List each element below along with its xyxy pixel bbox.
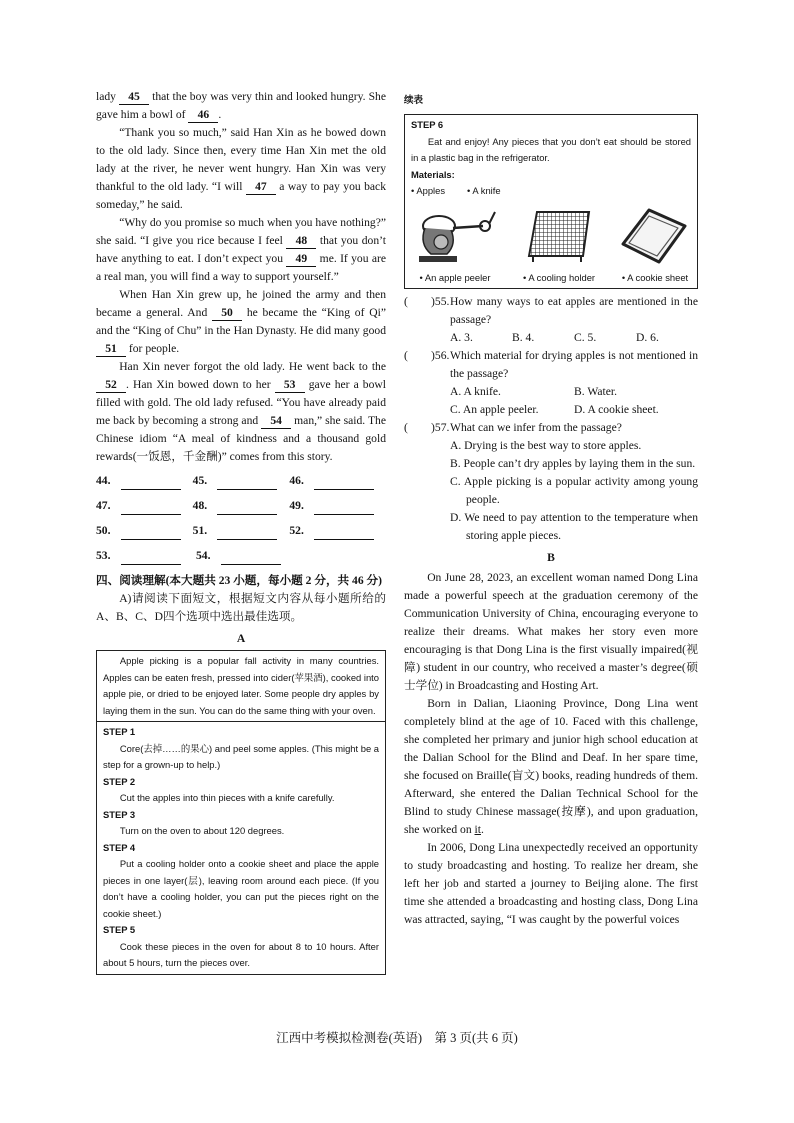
question-56: ( )56. Which material for drying apples is not mentioned in the passage? A. A knife. B. Water. C. An apple peeler. D. A cookie sheet.: [404, 347, 698, 419]
step-title: STEP 2: [103, 775, 136, 787]
passage-b-paragraph-2: Born in Dalian, Liaoning Province, Dong Lina went completely blind at the age of 10. Faced with this challenge, she completed her primary and junior high school education at the Dalian School for the Blind and Deaf. In her spare time, she focused on Braille(盲文) books, reading hundreds of them. Afterward, she entered the Dalian Technical School for the Blind to study Chinese massage(按摩), and upon graduation, she worked on it.: [404, 697, 698, 836]
option[interactable]: C. 5.: [574, 331, 597, 344]
answer-bracket[interactable]: ( )55.: [404, 295, 450, 308]
question-55: ( )55. How many ways to eat apples are mentioned in the passage? A. 3. B. 4. C. 5. D. 6.: [404, 293, 698, 347]
option[interactable]: D. A cookie sheet.: [574, 403, 659, 416]
caption-apple-peeler: • An apple peeler: [419, 271, 491, 283]
blank-49[interactable]: 49: [286, 252, 316, 267]
option[interactable]: A. Drying is the best way to store apples.: [450, 439, 642, 452]
blank-50[interactable]: 50: [212, 306, 242, 321]
step6-box: [404, 114, 698, 289]
caption-cooling-holder: • A cooling holder: [522, 271, 596, 283]
question-57: ( )57. What can we infer from the passage? A. Drying is the best way to store apples. B. People can’t dry apples by laying them in the sun. C. Apple picking is a popular activity among young people. D. We need to pay attention to the temperature when storing apple pieces.: [404, 419, 698, 545]
passage-b-paragraph-3: In 2006, Dong Lina unexpectedly received an opportunity to study broadcasting and hosting. To realize her dream, she left her job and started a journey to Beijing alone. The first time she attended a broadcasting and hosting class, Dong Lina was attracted, saying, “I was caught by the powerful voices: [404, 841, 698, 926]
option[interactable]: B. Water.: [574, 385, 617, 398]
story-paragraph-3: “Why do you promise so much when you have nothing?” she said. “I give you rice because I feel 48 that you don’t have anything to eat. I don’t expect you 49 me. If you are a real man, you will find a way to support yourself.”: [96, 216, 387, 283]
blank-48[interactable]: 48: [286, 234, 316, 249]
answer-cell[interactable]: 48.: [193, 497, 290, 515]
answer-grid: [96, 472, 386, 565]
step-text: Cook these pieces in the oven for about 8 to 10 hours. After about 5 hours, turn the pieces over.: [103, 940, 379, 968]
passage-b-label: B: [547, 551, 555, 564]
materials-label: Materials:: [411, 168, 455, 180]
section-title: 四、阅读理解(本大题共 23 小题，每小题 2 分，共 46 分): [96, 574, 382, 587]
story-paragraph-1: lady 45 that the boy was very thin and looked hungry. She gave him a bowl of 46 .: [96, 90, 387, 121]
cooling-holder-picture: [523, 204, 595, 287]
step-text: Eat and enjoy! Any pieces that you don’t eat should be stored in a plastic bag in the refrigerator.: [411, 135, 691, 163]
blank-45[interactable]: 45: [119, 90, 149, 105]
step-text: Turn on the oven to about 120 degrees.: [119, 825, 285, 836]
blank-47[interactable]: 47: [246, 180, 276, 195]
answer-cell[interactable]: 50.: [96, 522, 193, 540]
materials-list: • Apples • A knife: [411, 185, 501, 196]
answer-row: [96, 547, 386, 565]
blank-51[interactable]: 51: [96, 342, 126, 357]
materials-pictures: [411, 204, 691, 287]
passage-a-steps: [97, 721, 385, 974]
answer-row: [96, 472, 386, 490]
page-footer: 江西中考模拟检测卷(英语) 第 3 页(共 6 页): [276, 1031, 518, 1045]
answer-cell[interactable]: 49.: [289, 497, 386, 515]
step-title: STEP 4: [103, 841, 136, 853]
continued-label: 续表: [404, 95, 424, 106]
answer-bracket[interactable]: ( )57.: [404, 421, 450, 434]
answer-bracket[interactable]: ( )56.: [404, 349, 450, 362]
step-title: STEP 5: [103, 924, 136, 935]
passage-a-box: [96, 650, 386, 975]
answer-cell[interactable]: 47.: [96, 497, 193, 515]
answer-cell[interactable]: 45.: [193, 472, 290, 490]
step-text: Core(去掉……的果心) and peel some apples. (This might be a step for a grown-up to help.): [103, 742, 379, 770]
passage-b-paragraph-1: On June 28, 2023, an excellent woman named Dong Lina made a powerful speech at the graduation ceremony of the Communication University of China, encouraging everyone to realize their dreams. What makes her story even more encouraging is that Dong Lina is the first visually impaired(视障) student in our country, who received a master’s degree(硕士学位) in Broadcasting and Hosting Art.: [404, 571, 698, 692]
passage-a-intro: Apple picking is a popular fall activity in many countries. Apples can be eaten fresh, pressed into cider(苹果酒), cooked into apple pie, or dried to be enjoyed later. Some people dry apples by laying them in the sun. You can do the same thing with your oven.: [103, 655, 379, 716]
blank-54[interactable]: 54: [261, 414, 291, 429]
answer-cell[interactable]: 52.: [289, 522, 386, 540]
story-paragraph-5: Han Xin never forgot the old lady. He went back to the 52 . Han Xin bowed down to her 53 gave her a bowl filled with gold. The old lady refused. “You have already paid me back by becoming a strong and 54 man,” she said. The Chinese idiom “A meal of kindness and a thousand gold rewards(一饭恩，千金酬)” comes from this story.: [96, 360, 386, 463]
answer-cell[interactable]: 46.: [289, 472, 386, 490]
section-instruction: A)请阅读下面短文，根据短文内容从每小题所给的A、B、C、D四个选项中选出最佳选项。: [96, 592, 386, 623]
left-column: [96, 88, 386, 975]
answer-row: [96, 497, 386, 515]
answer-row: [96, 522, 386, 540]
option[interactable]: D. We need to pay attention to the temperature when storing apple pieces.: [450, 511, 698, 542]
step-text: Put a cooling holder onto a cookie sheet and place the apple pieces in one layer(层), leaving room around each piece. (If you don’t have a cooling holder, you can put the pieces right on the cookie sheet.): [103, 858, 379, 919]
cookie-sheet-icon: [619, 204, 691, 270]
option[interactable]: B. People can’t dry apples by laying them in the sun.: [450, 457, 696, 470]
answer-cell[interactable]: 53.: [96, 547, 196, 565]
right-column: [404, 92, 698, 929]
step-title: STEP 3: [103, 808, 136, 820]
passage-a-label: A: [236, 632, 246, 645]
answer-cell[interactable]: 44.: [96, 472, 193, 490]
option[interactable]: A. 3.: [450, 331, 473, 344]
caption-cookie-sheet: • A cookie sheet: [621, 271, 689, 283]
step-title: STEP 1: [103, 726, 136, 737]
blank-46[interactable]: 46: [188, 108, 218, 123]
option[interactable]: D. 6.: [636, 331, 659, 344]
option[interactable]: A. A knife.: [450, 385, 501, 398]
option[interactable]: C. Apple picking is a popular activity among young people.: [450, 475, 698, 506]
answer-cell[interactable]: 54.: [196, 547, 296, 565]
answer-cell[interactable]: 51.: [193, 522, 290, 540]
step-text: Cut the apples into thin pieces with a knife carefully.: [119, 792, 335, 803]
blank-53[interactable]: 53: [275, 378, 305, 393]
cookie-sheet-picture: [619, 204, 691, 287]
blank-52[interactable]: 52: [96, 378, 126, 393]
underlined-it: it: [474, 823, 481, 836]
story-paragraph-4: When Han Xin grew up, he joined the army and then became a general. And 50 he became the “King of Qi” and the “King of Chu” in the Han Dynasty. He did many good 51 for people.: [96, 288, 386, 355]
cooling-holder-icon: [523, 204, 595, 270]
apple-peeler-icon: [411, 204, 499, 270]
step-title: STEP 6: [411, 119, 444, 130]
story-paragraph-2: “Thank you so much,” said Han Xin as he bowed down to the old lady. Since then, every time Han Xin met the old lady at the river, he never went hungry. Han Xin was very thankful to the old lady. “I will 47 a way to pay you back someday,” he said.: [96, 126, 386, 211]
apple-peeler-picture: [411, 204, 499, 287]
option[interactable]: B. 4.: [512, 331, 535, 344]
option[interactable]: C. An apple peeler.: [450, 403, 539, 416]
